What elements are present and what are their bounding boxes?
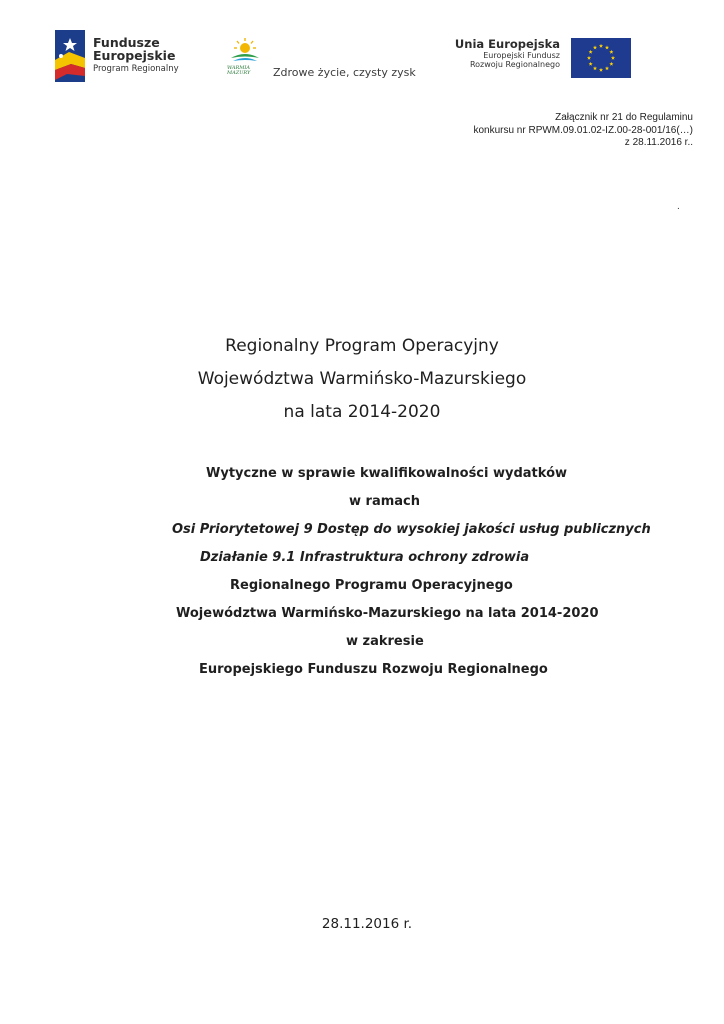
stray-dot: . (677, 201, 680, 212)
guidelines-line8: Europejskiego Funduszu Rozwoju Regionalnego (199, 662, 548, 677)
fe-logo-line1: Fundusze (93, 35, 160, 50)
title-line2: Województwa Warmińsko-Mazurskiego (197, 369, 527, 389)
title-line1: Regionalny Program Operacyjny (225, 336, 499, 356)
warmia-mazury-logo (225, 36, 420, 82)
unia-europejska-logo (455, 38, 635, 82)
fundusze-europejskie-mark (55, 30, 85, 82)
wm-tiny-line2: MAZURY (227, 70, 251, 76)
guidelines-line7: w zakresie (346, 634, 424, 649)
annex-note (473, 112, 693, 150)
document-date: 28.11.2016 r. (321, 916, 413, 932)
guidelines-line6: Województwa Warmińsko-Mazurskiego na lata 2014-2020 (176, 606, 599, 621)
document-title (0, 330, 724, 429)
ue-logo-sub1: Europejski Fundusz (483, 51, 560, 61)
fe-logo-line2: Europejskie (93, 48, 176, 64)
fe-logo-subtitle: Program Regionalny (93, 64, 179, 75)
wm-tiny-line1: WARMIA (227, 65, 250, 71)
guidelines-line3: Osi Priorytetowej 9 Dostęp do wysokiej jakości usług publicznych (172, 522, 651, 537)
ue-logo-sub2: Rozwoju Regionalnego (469, 60, 560, 70)
fundusze-europejskie-logo (55, 30, 185, 84)
logo-header (0, 0, 724, 100)
eu-flag-icon (571, 38, 631, 78)
guidelines-line1: Wytyczne w sprawie kwalifikowalności wydatków (206, 466, 568, 481)
annex-line3: z 28.11.2016 r.. (624, 137, 693, 148)
title-line3: na lata 2014-2020 (283, 402, 441, 422)
annex-line2: konkursu nr RPWM.09.01.02-IZ.00-28-001/16(…) (473, 124, 693, 136)
ue-logo-name: Unia Europejska (454, 37, 560, 51)
guidelines-line5: Regionalnego Programu Operacyjnego (230, 578, 513, 593)
guidelines-line2: w ramach (349, 494, 420, 509)
guidelines-line4: Działanie 9.1 Infrastruktura ochrony zdrowia (200, 550, 530, 565)
wm-slogan: Zdrowe życie, czysty zysk (273, 66, 416, 79)
annex-line1: Załącznik nr 21 do Regulaminu (555, 112, 693, 123)
